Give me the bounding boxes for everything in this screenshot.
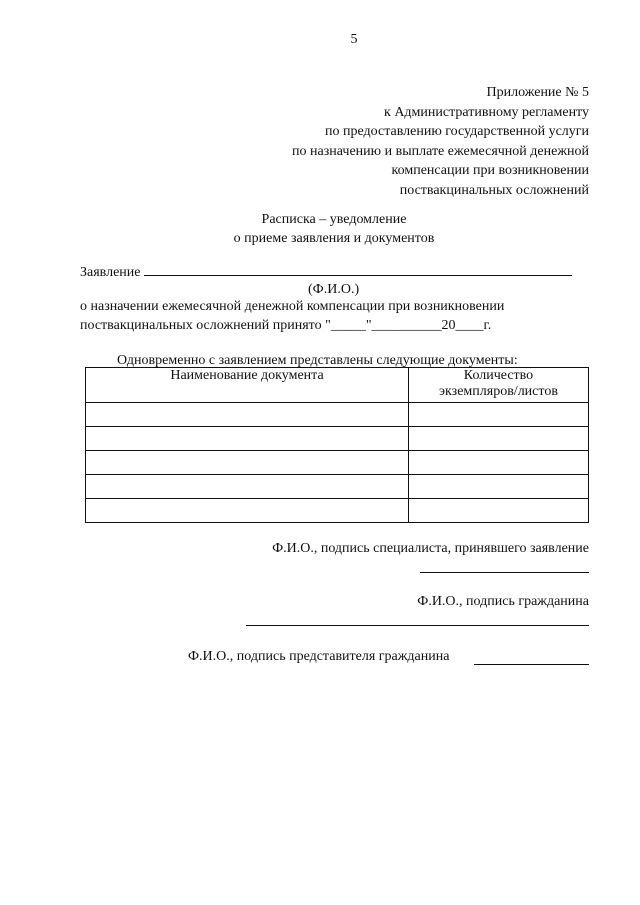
- copies-cell[interactable]: [409, 499, 589, 523]
- fio-caption: (Ф.И.О.): [308, 282, 360, 297]
- citizen-signature-label: Ф.И.О., подпись гражданина: [417, 594, 589, 609]
- application-body-line-2: [80, 318, 491, 334]
- document-title: [0, 210, 640, 248]
- copies-cell[interactable]: [409, 475, 589, 499]
- column-header-copies: Количество экземпляров/листов: [409, 368, 589, 403]
- date-year-prefix: 20: [441, 318, 456, 333]
- date-month-field[interactable]: __________: [371, 318, 442, 333]
- date-year-suffix: г.: [483, 318, 492, 333]
- documents-table: [85, 367, 589, 523]
- document-name-cell[interactable]: [86, 499, 409, 523]
- representative-signature-label: Ф.И.О., подпись представителя гражданина: [188, 649, 450, 664]
- representative-signature-field[interactable]: [474, 664, 589, 665]
- application-label: Заявление: [80, 265, 141, 280]
- citizen-signature-field[interactable]: [246, 625, 589, 626]
- copies-cell[interactable]: [409, 451, 589, 475]
- date-day-field[interactable]: _____: [330, 318, 366, 333]
- appendix-header: [292, 83, 589, 200]
- date-quote-close: ": [365, 318, 372, 333]
- column-header-document-name: Наименование документа: [86, 368, 409, 403]
- appendix-line: компенсации при возникновении: [391, 163, 589, 178]
- copies-cell[interactable]: [409, 403, 589, 427]
- document-name-cell[interactable]: [86, 403, 409, 427]
- appendix-line: по предоставлению государственной услуги: [325, 124, 589, 139]
- application-body-line-1: о назначении ежемесячной денежной компенсации при возникновении: [80, 299, 505, 314]
- specialist-signature-field[interactable]: [420, 572, 589, 573]
- table-row: [86, 427, 589, 451]
- documents-intro: Одновременно с заявлением представлены следующие документы:: [117, 353, 518, 368]
- document-name-cell[interactable]: [86, 475, 409, 499]
- page-number: 5: [350, 32, 358, 47]
- table-row: [86, 475, 589, 499]
- document-name-cell[interactable]: [86, 451, 409, 475]
- title-line-2: о приеме заявления и документов: [233, 231, 435, 246]
- application-line: [80, 262, 572, 281]
- application-body-text: поствакцинальных осложнений принято: [80, 318, 322, 333]
- appendix-line: к Административному регламенту: [384, 104, 589, 120]
- table-row: [86, 451, 589, 475]
- table-header-row: [86, 368, 589, 403]
- applicant-name-field[interactable]: [144, 262, 572, 276]
- date-year-field[interactable]: ____: [455, 318, 484, 333]
- title-line-1: Расписка – уведомление: [261, 212, 407, 227]
- appendix-line: Приложение № 5: [486, 85, 589, 100]
- appendix-line: поствакцинальных осложнений: [399, 182, 589, 198]
- appendix-line: по назначению и выплате ежемесячной денежной: [292, 143, 589, 159]
- copies-cell[interactable]: [409, 427, 589, 451]
- specialist-signature-label: Ф.И.О., подпись специалиста, принявшего заявление: [272, 541, 589, 556]
- date-quote-open: ": [325, 318, 331, 333]
- document-name-cell[interactable]: [86, 427, 409, 451]
- table-row: [86, 403, 589, 427]
- table-row: [86, 499, 589, 523]
